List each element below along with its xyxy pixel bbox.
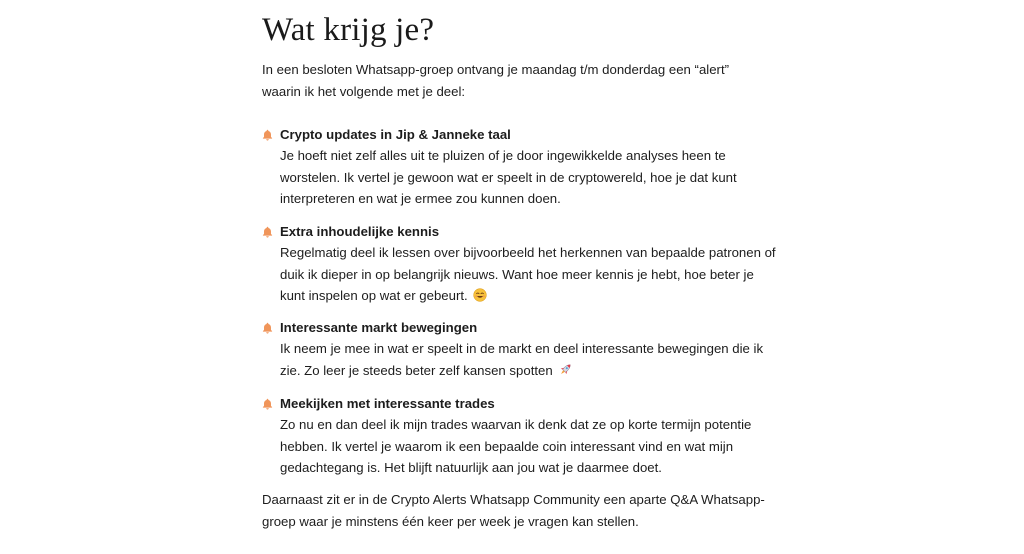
feature-line: Je hoeft niet zelf alles uit te pluizen of je door ingewikkelde analyses heen te: [280, 148, 726, 163]
feature-line: Zo nu en dan deel ik mijn trades waarvan ik denk dat ze op korte termijn potentie: [280, 417, 752, 432]
feature-title: Crypto updates in Jip & Janneke taal: [280, 127, 511, 142]
feature-line: gedachtegang is. Het blijft natuurlijk aan jou wat je daarmee doet.: [280, 460, 662, 475]
feature-line: worstelen. Ik vertel je gewoon wat er speelt in de cryptowereld, hoe je dat kunt: [280, 169, 737, 185]
feature-description: [280, 242, 776, 307]
rocket-emoji-icon: [558, 362, 573, 377]
intro-line: waarin ik het volgende met je deel:: [262, 83, 466, 99]
feature-line: duik ik dieper in op belangrijk nieuws. Want hoe meer kennis je hebt, hoe beter je: [280, 266, 754, 282]
outro-line: groep waar je minstens één keer per week je vragen kan stellen.: [262, 513, 639, 529]
feature-description: [280, 414, 776, 479]
bell-icon: [262, 129, 273, 141]
feature-line: [280, 285, 776, 307]
feature-line: hebben. Ik vertel je waarom ik een bepaalde coin interessant vind en wat mijn: [280, 438, 734, 454]
bell-icon: [262, 398, 273, 410]
page-title: Wat krijg je?: [262, 12, 435, 48]
feature-line: interpreteren en wat je ermee zou kunnen doen.: [280, 191, 561, 206]
bell-icon: [262, 322, 273, 334]
outro-line: Daarnaast zit er in de Crypto Alerts Whatsapp Community een aparte Q&A Whatsapp-: [262, 492, 765, 507]
intro-line: In een besloten Whatsapp-groep ontvang je maandag t/m donderdag een “alert”: [262, 62, 729, 77]
feature-description: [280, 338, 776, 381]
intro-paragraph: [262, 59, 742, 102]
feature-line-text: kunt inspelen op wat er gebeurt.: [280, 288, 468, 303]
smiling-face-emoji-icon: [473, 288, 487, 302]
feature-title: Interessante markt bewegingen: [280, 320, 478, 335]
bell-icon: [262, 226, 273, 238]
feature-title: Extra inhoudelijke kennis: [280, 224, 440, 239]
feature-line: [280, 360, 776, 382]
feature-line: Ik neem je mee in wat er speelt in de markt en deel interessante bewegingen die ik: [280, 341, 764, 356]
feature-line-text: zie. Zo leer je steeds beter zelf kansen spotten: [280, 362, 553, 378]
feature-line: Regelmatig deel ik lessen over bijvoorbeeld het herkennen van bepaalde patronen of: [280, 245, 776, 260]
feature-description: [280, 145, 776, 210]
outro-paragraph: [262, 489, 772, 532]
feature-title: Meekijken met interessante trades: [280, 396, 495, 411]
